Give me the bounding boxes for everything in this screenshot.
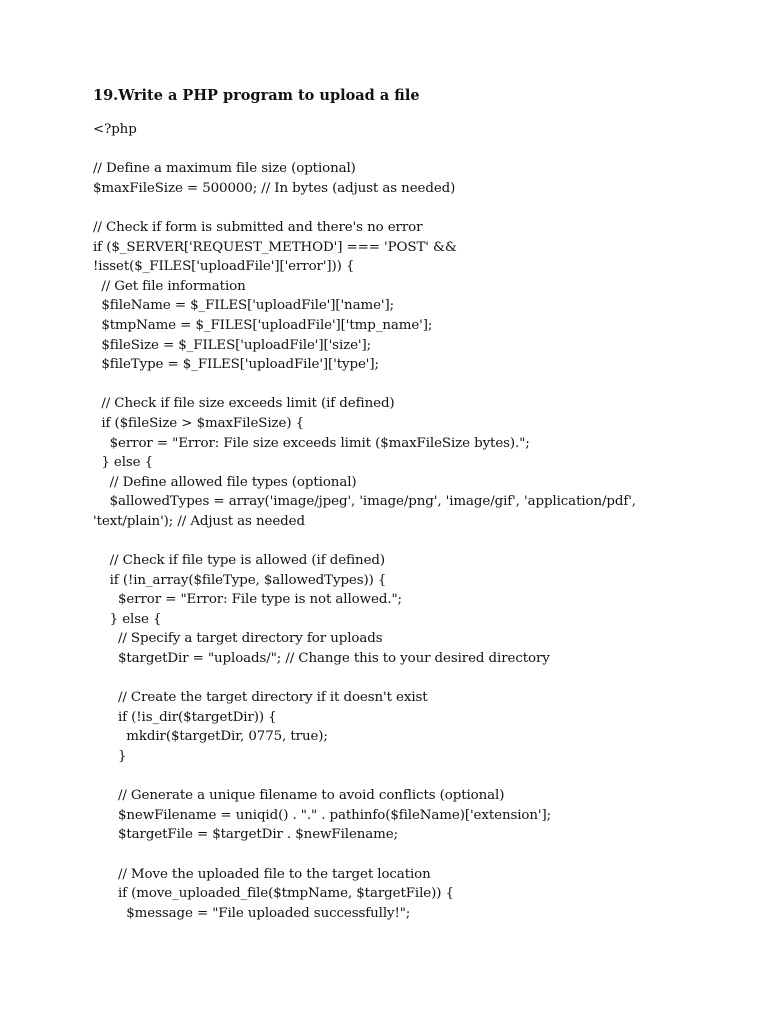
code-line: $fileSize = $_FILES['uploadFile']['size']; <box>93 337 372 353</box>
code-line: $error = "Error: File size exceeds limit ($maxFileSize bytes)."; <box>93 435 530 451</box>
code-line: } <box>93 749 127 764</box>
code-line: $allowedTypes = array('image/jpeg', 'image/png', 'image/gif', 'application/pdf', <box>93 494 636 510</box>
code-line: if (move_uploaded_file($tmpName, $targetFile)) { <box>93 886 454 902</box>
code-line: // Define allowed file types (optional) <box>93 474 357 490</box>
code-line: $message = "File uploaded successfully!"; <box>93 905 411 921</box>
code-line <box>93 198 753 218</box>
code-line: // Generate a unique filename to avoid conflicts (optional) <box>93 788 505 804</box>
code-line: // Move the uploaded file to the target location <box>93 866 431 882</box>
code-line <box>93 375 753 395</box>
code-line: } else { <box>93 611 162 627</box>
code-line: if ($_SERVER['REQUEST_METHOD'] === 'POST' && <box>93 239 457 255</box>
code-line: // Define a maximum file size (optional) <box>93 161 356 177</box>
code-line: // Get file information <box>93 278 246 294</box>
code-line: } else { <box>93 455 154 471</box>
code-line: if (!in_array($fileType, $allowedTypes)) { <box>93 572 387 588</box>
code-line: 'text/plain'); // Adjust as needed <box>93 513 305 529</box>
code-line: $maxFileSize = 500000; // In bytes (adjust as needed) <box>93 180 456 196</box>
code-line <box>93 669 753 689</box>
code-line: $fileType = $_FILES['uploadFile']['type']; <box>93 357 379 373</box>
code-line <box>93 140 753 160</box>
code-line: // Check if file type is allowed (if defined) <box>93 553 386 569</box>
code-line: // Specify a target directory for uploads <box>93 631 383 647</box>
code-line <box>93 845 753 865</box>
code-line: // Create the target directory if it doesn't exist <box>93 690 428 706</box>
code-line <box>93 531 753 551</box>
code-line: !isset($_FILES['uploadFile']['error'])) { <box>93 259 355 275</box>
code-line: $newFilename = uniqid() . "." . pathinfo($fileName)['extension']; <box>93 807 552 823</box>
code-line: $targetDir = "uploads/"; // Change this to your desired directory <box>93 651 550 667</box>
code-line: // Check if form is submitted and there's no error <box>93 219 423 235</box>
code-line: $error = "Error: File type is not allowed."; <box>93 592 402 608</box>
code-line: <?php <box>93 122 137 137</box>
code-line: if ($fileSize > $maxFileSize) { <box>93 415 305 431</box>
code-line <box>93 767 753 787</box>
code-line: // Check if file size exceeds limit (if defined) <box>93 396 395 412</box>
code-block <box>93 120 753 923</box>
code-line: $fileName = $_FILES['uploadFile']['name']; <box>93 298 395 314</box>
code-line: $targetFile = $targetDir . $newFilename; <box>93 827 399 843</box>
code-line: $tmpName = $_FILES['uploadFile']['tmp_name']; <box>93 317 433 333</box>
code-line: if (!is_dir($targetDir)) { <box>93 709 277 725</box>
code-line: mkdir($targetDir, 0775, true); <box>93 729 328 745</box>
page-heading: 19.Write a PHP program to upload a file <box>93 87 420 104</box>
